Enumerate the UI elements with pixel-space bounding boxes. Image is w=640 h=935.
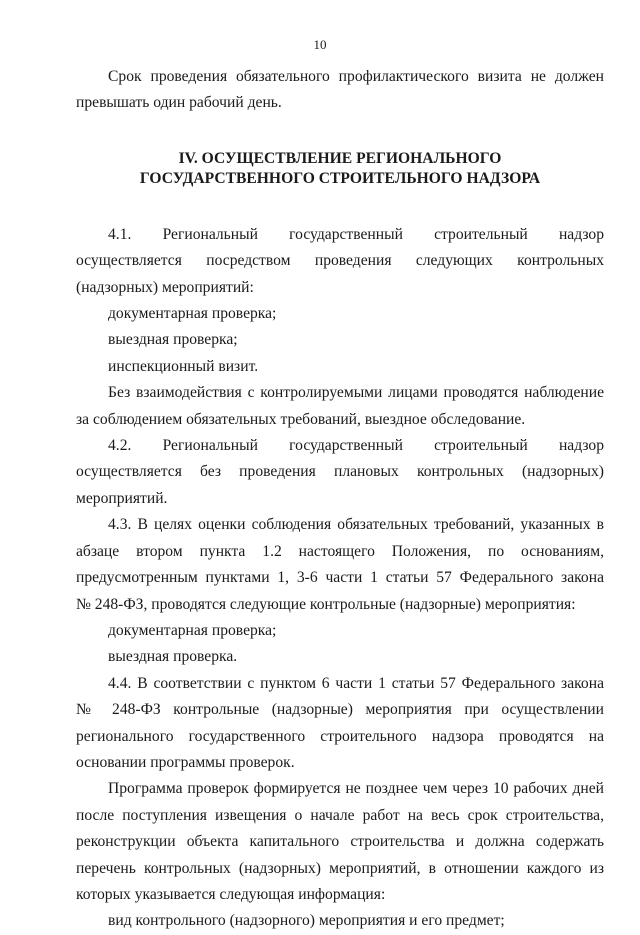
paragraph-4-2: 4.2. Региональный государственный строительный надзор осуществляется без проведения плановых контрольных (надзорных) мероприятий. (76, 437, 604, 507)
section-heading-line-2: ГОСУДАРСТВЕННОГО СТРОИТЕЛЬНОГО НАДЗОРА (139, 169, 541, 187)
paragraph-4-4-line-3: регионального государственного строительного надзора проводятся на (76, 727, 604, 745)
section-heading (76, 149, 604, 189)
paragraph-4-4-line-2: № 248-ФЗ контрольные (надзорные) мероприятия при осуществлении (76, 701, 604, 719)
paragraph-4-3-line-1: 4.3. В целях оценки соблюдения обязательных требований, указанных в (108, 516, 604, 534)
list-item: документарная проверка; (108, 305, 277, 323)
paragraph-4-3-line-2: абзаце втором пункта 1.2 настоящего Положения, по основаниям, (76, 542, 604, 560)
page-number: 10 (313, 37, 327, 52)
intro-line-1: Срок проведения обязательного профилактического визита не должен (108, 68, 604, 85)
section-heading-line-1: IV. ОСУЩЕСТВЛЕНИЕ РЕГИОНАЛЬНОГО (178, 149, 502, 167)
paragraph-program: Программа проверок формируется не позднее чем через 10 рабочих дней после поступления извещения о начале работ на весь срок строительства, реконструкции объекта капитального строительства и должна содержать перечень контрольных (надзорных) мероприятий, в отношении каждого из которых указывается следующая информация: (76, 780, 604, 903)
paragraph-4-3-line-4: № 248-ФЗ, проводятся следующие контрольные (надзорные) мероприятия: (76, 595, 576, 613)
paragraph-4-4-line-4: основании программы проверок. (76, 753, 295, 771)
list-item: инспекционный визит. (108, 357, 259, 375)
list-item: вид контрольного (надзорного) мероприятия и его предмет; (108, 912, 505, 930)
list-item: выездная проверка. (108, 648, 238, 666)
paragraph-4-4-line-1: 4.4. В соответствии с пунктом 6 части 1 статьи 57 Федерального закона (108, 674, 604, 692)
page-content (76, 64, 604, 935)
list-item: документарная проверка; (108, 621, 277, 639)
paragraph-4-1: 4.1. Региональный государственный строительный надзор осуществляется посредством проведения следующих контрольных (надзорных) мероприятий: (76, 225, 604, 296)
list-item: выездная проверка; (108, 331, 238, 349)
paragraph-4-3-line-3: предусмотренным пунктами 1, 3-6 части 1 статьи 57 Федерального закона (76, 569, 604, 587)
intro-line-2: превышать один рабочий день. (76, 94, 282, 112)
paragraph-without-interaction: Без взаимодействия с контролируемыми лицами проводятся наблюдение за соблюдением обязательных требований, выездное обследование. (76, 384, 604, 428)
